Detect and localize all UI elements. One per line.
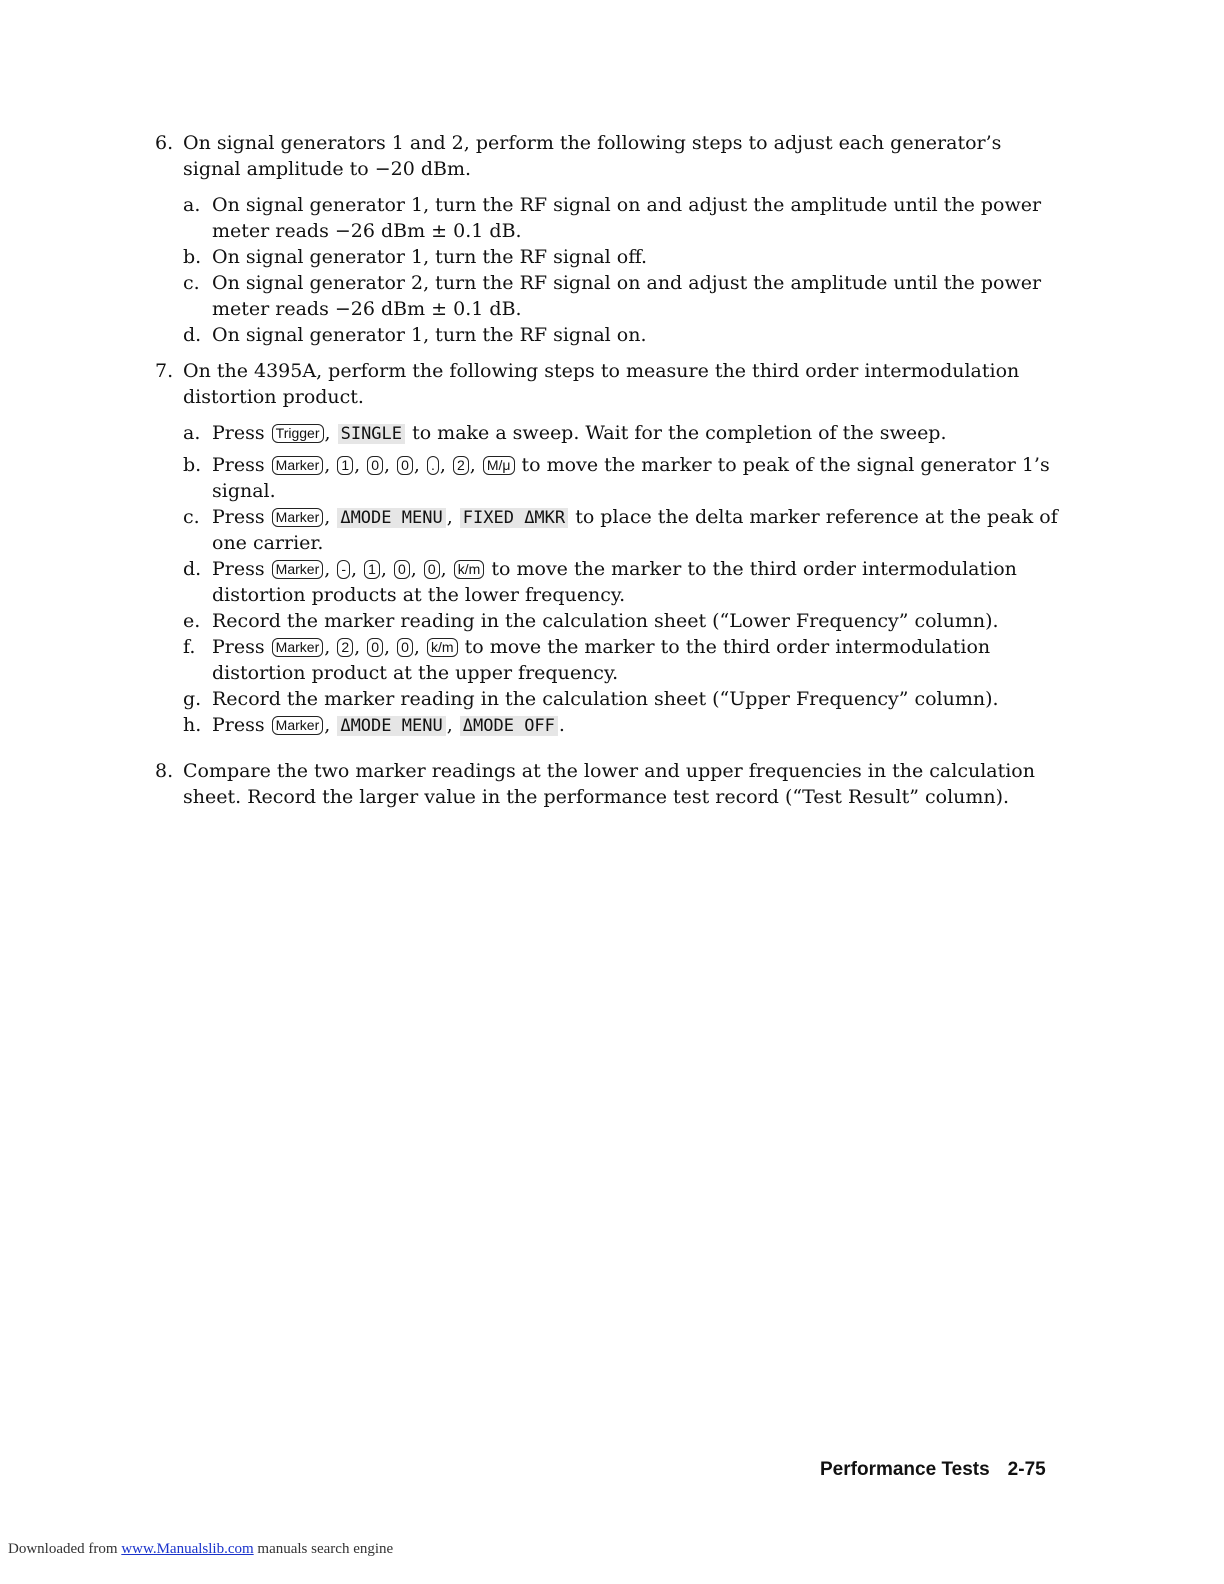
substep-letter: b. xyxy=(183,246,202,268)
softkey-delta-mode-menu[interactable]: ΔMODE MENU xyxy=(337,508,445,528)
digit-2-key[interactable]: 2 xyxy=(337,638,353,657)
trigger-key[interactable]: Trigger xyxy=(272,424,324,443)
substep-list xyxy=(155,192,1065,348)
substep-7f: f. Press Marker , 2 , 0 , 0 , k/m to move the marker to the third order intermodulation distortion product at the upper frequency. xyxy=(183,636,991,684)
step-number: 8. xyxy=(155,760,174,782)
substep-7g xyxy=(183,686,1065,712)
substep-6d xyxy=(183,322,1065,348)
digit-0-key[interactable]: 0 xyxy=(397,456,413,475)
substep-letter: c. xyxy=(183,272,200,294)
substep-7e xyxy=(183,608,1065,634)
page-number: 2-75 xyxy=(1007,1459,1046,1480)
press-word: Press xyxy=(212,636,265,658)
substep-6c xyxy=(183,270,1065,322)
marker-key[interactable]: Marker xyxy=(272,716,324,735)
substep-letter: g. xyxy=(183,688,202,710)
substep-6a xyxy=(183,192,1065,244)
softkey-delta-mode-menu[interactable]: ΔMODE MENU xyxy=(337,716,445,736)
substep-list xyxy=(155,420,1065,738)
digit-1-key[interactable]: 1 xyxy=(364,560,380,579)
substep-text: to make a sweep. Wait for the completion of the sweep. xyxy=(412,422,947,444)
download-prefix: Downloaded from xyxy=(8,1541,118,1557)
substep-letter: f. xyxy=(183,636,196,658)
press-word: Press xyxy=(212,454,265,476)
download-note xyxy=(8,1541,393,1558)
marker-key[interactable]: Marker xyxy=(272,508,324,527)
substep-6b xyxy=(183,244,1065,270)
step-text: On signal generators 1 and 2, perform the following steps to adjust each generator’s signal amplitude to −20 dBm. xyxy=(183,132,1002,180)
manualslib-link[interactable]: www.Manualslib.com xyxy=(121,1541,254,1557)
digit-1-key[interactable]: 1 xyxy=(337,456,353,475)
period: . xyxy=(558,714,565,736)
step-number: 7. xyxy=(155,360,174,382)
digit-0-key[interactable]: 0 xyxy=(424,560,440,579)
substep-text: Record the marker reading in the calculation sheet (“Upper Frequency” column). xyxy=(212,688,999,710)
k-m-unit-key[interactable]: k/m xyxy=(427,638,458,657)
step-8 xyxy=(155,758,1065,810)
press-word: Press xyxy=(212,422,265,444)
substep-text: Record the marker reading in the calculation sheet (“Lower Frequency” column). xyxy=(212,610,999,632)
substep-text: to place the delta marker reference at the peak of one carrier. xyxy=(212,506,1058,554)
substep-7b: b. Press Marker , 1 , 0 , 0 , . , 2 , M/μ to move the marker to peak of the signal generator 1’s signal. xyxy=(183,454,1050,502)
step-number: 6. xyxy=(155,132,174,154)
substep-letter: c. xyxy=(183,506,200,528)
download-suffix: manuals search engine xyxy=(257,1541,394,1557)
decimal-point-key[interactable]: . xyxy=(427,456,439,475)
substep-text: On signal generator 1, turn the RF signal on and adjust the amplitude until the power meter reads −26 dBm ± 0.1 dB. xyxy=(212,194,1042,242)
press-word: Press xyxy=(212,506,265,528)
digit-0-key[interactable]: 0 xyxy=(394,560,410,579)
marker-key[interactable]: Marker xyxy=(272,638,324,657)
step-6 xyxy=(155,130,1065,348)
substep-text: On signal generator 2, turn the RF signal on and adjust the amplitude until the power meter reads −26 dBm ± 0.1 dB. xyxy=(212,272,1042,320)
digit-0-key[interactable]: 0 xyxy=(367,456,383,475)
section-title: Performance Tests xyxy=(820,1459,990,1480)
softkey-delta-mode-off[interactable]: ΔMODE OFF xyxy=(460,716,558,736)
marker-key[interactable]: Marker xyxy=(272,560,324,579)
substep-text: On signal generator 1, turn the RF signal on. xyxy=(212,324,647,346)
softkey-fixed-delta-mkr[interactable]: FIXED ΔMKR xyxy=(460,508,568,528)
substep-text: to move the marker to the third order intermodulation distortion products at the lower frequency. xyxy=(212,558,1017,606)
substep-letter: d. xyxy=(183,324,202,346)
digit-0-key[interactable]: 0 xyxy=(367,638,383,657)
step-text: Compare the two marker readings at the lower and upper frequencies in the calculation sheet. Record the larger value in the performance test record (“Test Result” column). xyxy=(183,760,1035,808)
substep-7d: d. Press Marker , - , 1 , 0 , 0 , k/m to move the marker to the third order intermodulation distortion products at the lower frequency. xyxy=(183,558,1017,606)
digit-0-key[interactable]: 0 xyxy=(397,638,413,657)
marker-key[interactable]: Marker xyxy=(272,456,324,475)
m-micro-unit-key[interactable]: M/μ xyxy=(483,456,515,475)
minus-key[interactable]: - xyxy=(337,560,350,579)
substep-letter: a. xyxy=(183,422,201,444)
k-m-unit-key[interactable]: k/m xyxy=(454,560,485,579)
substep-7a: a. Press Trigger , SINGLE to make a sweep. Wait for the completion of the sweep. xyxy=(183,422,947,444)
step-text: On the 4395A, perform the following steps to measure the third order intermodulation distortion product. xyxy=(183,360,1020,408)
substep-letter: d. xyxy=(183,558,202,580)
substep-text: to move the marker to peak of the signal generator 1’s signal. xyxy=(212,454,1050,502)
digit-2-key[interactable]: 2 xyxy=(453,456,469,475)
substep-text: to move the marker to the third order intermodulation distortion product at the upper frequency. xyxy=(212,636,991,684)
substep-text: On signal generator 1, turn the RF signal off. xyxy=(212,246,648,268)
page-footer xyxy=(820,1459,1046,1481)
substep-letter: a. xyxy=(183,194,201,216)
substep-letter: h. xyxy=(183,714,202,736)
softkey-single[interactable]: SINGLE xyxy=(338,424,405,444)
substep-letter: b. xyxy=(183,454,202,476)
substep-7c: c. Press Marker , ΔMODE MENU , FIXED ΔMKR to place the delta marker reference at the peak of one carrier. xyxy=(183,506,1058,554)
step-7 xyxy=(155,358,1065,738)
press-word: Press xyxy=(212,714,265,736)
press-word: Press xyxy=(212,558,265,580)
substep-letter: e. xyxy=(183,610,201,632)
substep-7h: h. Press Marker , ΔMODE MENU , ΔMODE OFF . xyxy=(183,714,565,736)
